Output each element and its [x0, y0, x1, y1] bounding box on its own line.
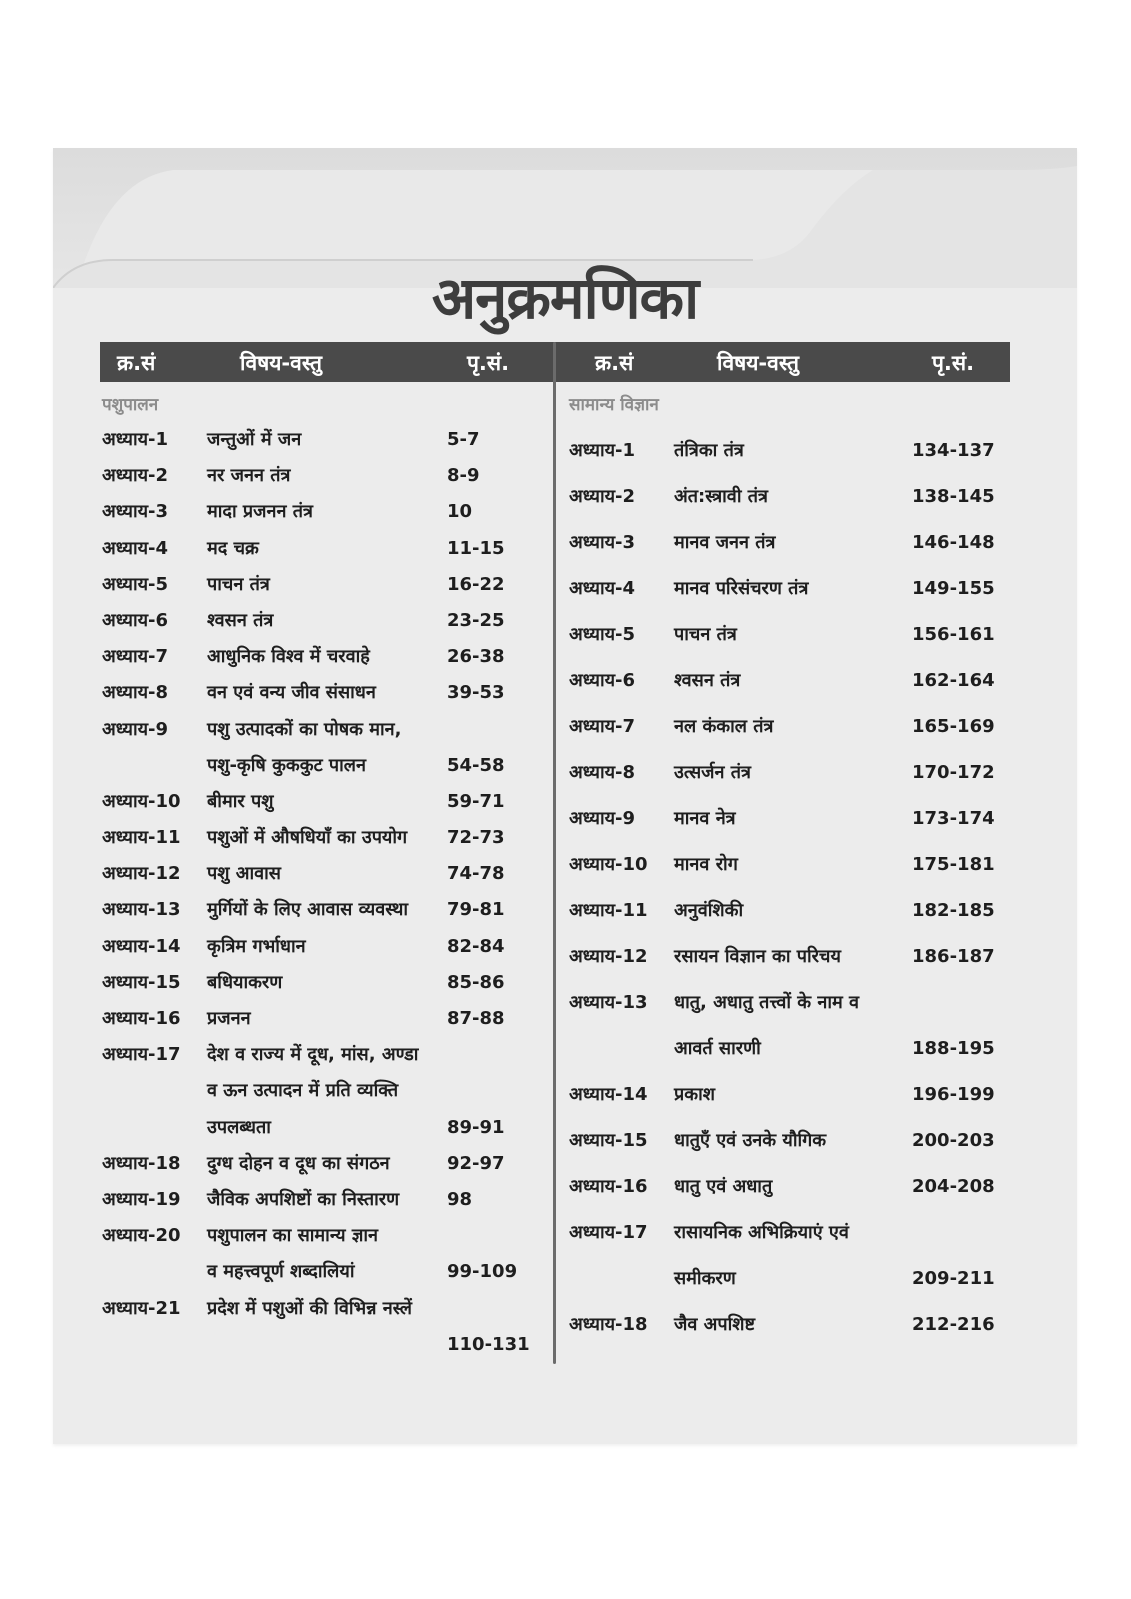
chapter-title: समीकरण: [674, 1268, 736, 1289]
page-range: 10: [447, 501, 473, 523]
page-range: 134-137: [912, 440, 995, 461]
page-range: 16-22: [447, 573, 505, 595]
page-range: 54-58: [447, 754, 505, 776]
chapter-title: उपलब्धता: [207, 1116, 271, 1138]
page-title: अनुक्रमणिका: [431, 264, 699, 332]
chapter-title: वन एवं वन्य जीव संसाधन: [207, 682, 376, 704]
chapter-title: पशु उत्पादकों का पोषक मान,: [207, 718, 402, 740]
toc-row: [567, 1302, 1022, 1348]
toc-row: [567, 796, 1022, 842]
header-page-left: पृ.सं.: [467, 351, 510, 375]
chapter-title: प्रदेश में पशुओं की विभिन्न नस्लें: [207, 1297, 412, 1319]
chapter-number: अध्याय-14: [569, 1084, 648, 1105]
chapter-title: बधियाकरण: [207, 971, 283, 993]
chapter-title: दुग्ध दोहन व दूध का संगठन: [207, 1152, 390, 1174]
page-range: 110-131: [447, 1333, 530, 1355]
chapter-title: रासायनिक अभिक्रियाएं एवं: [674, 1222, 849, 1243]
chapter-title: पाचन तंत्र: [674, 624, 737, 645]
page-range: 85-86: [447, 971, 505, 993]
toc-row: [567, 428, 1022, 474]
page-range: 175-181: [912, 854, 995, 875]
page-range: 149-155: [912, 578, 995, 599]
chapter-number: अध्याय-12: [102, 863, 181, 885]
chapter-number: अध्याय-12: [569, 946, 648, 967]
chapter-number: अध्याय-18: [569, 1314, 648, 1335]
chapter-number: अध्याय-5: [102, 573, 169, 595]
page-range: 59-71: [447, 790, 505, 812]
page-range: 196-199: [912, 1084, 995, 1105]
chapter-number: अध्याय-2: [569, 486, 636, 507]
chapter-number: अध्याय-6: [569, 670, 636, 691]
toc-row: [100, 856, 530, 892]
toc-row: [567, 1026, 1022, 1072]
chapter-title: रसायन विज्ञान का परिचय: [674, 946, 841, 967]
chapter-number: अध्याय-7: [569, 716, 636, 737]
chapter-title: जैव अपशिष्ट: [674, 1314, 756, 1335]
toc-row: [567, 520, 1022, 566]
chapter-title: अनुवंशिकी: [674, 900, 744, 921]
header-content-right: विषय-वस्तु: [717, 351, 799, 375]
chapter-title: उत्सर्जन तंत्र: [674, 762, 751, 783]
page-range: 156-161: [912, 624, 995, 645]
toc-row: [567, 1118, 1022, 1164]
chapter-number: अध्याय-11: [102, 827, 181, 849]
toc-row: [100, 820, 530, 856]
right-column: [567, 392, 1022, 1348]
chapter-title: कृत्रिम गर्भाधान: [207, 935, 306, 957]
chapter-number: अध्याय-16: [102, 1008, 181, 1029]
page-range: 39-53: [447, 682, 505, 704]
chapter-title: प्रकाश: [674, 1084, 715, 1105]
chapter-title: मानव परिसंचरण तंत्र: [674, 578, 809, 599]
section-label-pashupalan: पशुपालन: [102, 395, 159, 415]
chapter-title: आवर्त सारणी: [674, 1038, 761, 1059]
chapter-number: अध्याय-16: [569, 1176, 648, 1197]
chapter-number: अध्याय-1: [102, 429, 169, 450]
page-range: 204-208: [912, 1176, 995, 1197]
chapter-title: पाचन तंत्र: [207, 573, 270, 595]
toc-row: [567, 1210, 1022, 1256]
chapter-number: अध्याय-7: [102, 646, 169, 668]
toc-row: [100, 892, 530, 928]
chapter-number: अध्याय-17: [569, 1222, 648, 1243]
chapter-title: श्वसन तंत्र: [674, 670, 741, 691]
chapter-title: व महत्त्वपूर्ण शब्दालियां: [207, 1261, 355, 1283]
chapter-title: नर जनन तंत्र: [207, 465, 291, 487]
chapter-title: नल कंकाल तंत्र: [674, 716, 774, 737]
toc-row: [100, 1110, 530, 1146]
chapter-title: जैविक अपशिष्टों का निस्तारण: [207, 1188, 400, 1210]
toc-row: [567, 1164, 1022, 1210]
chapter-title: पशु आवास: [207, 863, 281, 885]
chapter-number: अध्याय-11: [569, 900, 648, 921]
page-range: 99-109: [447, 1261, 518, 1283]
page-range: 5-7: [447, 429, 480, 450]
page-range: 26-38: [447, 646, 505, 668]
page-range: 182-185: [912, 900, 995, 921]
chapter-number: अध्याय-10: [102, 790, 181, 812]
chapter-title: पशुओं में औषधियाँ का उपयोग: [207, 827, 408, 849]
chapter-number: अध्याय-4: [569, 578, 636, 599]
chapter-number: अध्याय-9: [569, 808, 636, 829]
left-column: [100, 392, 530, 1363]
toc-row: [567, 888, 1022, 934]
page-range: 170-172: [912, 762, 995, 783]
chapter-number: अध्याय-17: [102, 1044, 181, 1066]
page-range: 188-195: [912, 1038, 995, 1059]
toc-row: [100, 567, 530, 603]
chapter-title: व ऊन उत्पादन में प्रति व्यक्ति: [207, 1080, 399, 1102]
toc-row: [567, 1072, 1022, 1118]
toc-row: [100, 1291, 530, 1327]
page-range: 72-73: [447, 827, 505, 849]
toc-row: [100, 531, 530, 567]
page-range: 74-78: [447, 863, 505, 885]
chapter-title: श्वसन तंत्र: [207, 609, 274, 631]
chapter-title: आधुनिक विश्व में चरवाहे: [207, 646, 370, 668]
chapter-title: देश व राज्य में दूध, मांस, अण्डा: [207, 1044, 419, 1066]
toc-row: [100, 1073, 530, 1109]
toc-row: [567, 750, 1022, 796]
chapter-number: अध्याय-1: [569, 440, 636, 461]
chapter-number: अध्याय-21: [102, 1297, 181, 1319]
chapter-number: अध्याय-18: [102, 1152, 181, 1174]
toc-row: [567, 612, 1022, 658]
page-range: 186-187: [912, 946, 995, 967]
page-range: 87-88: [447, 1008, 505, 1029]
chapter-number: अध्याय-19: [102, 1188, 181, 1210]
toc-row: [100, 458, 530, 494]
toc-row: [100, 929, 530, 965]
chapter-number: अध्याय-2: [102, 465, 169, 487]
chapter-title: मद चक्र: [207, 537, 259, 559]
page-range: 146-148: [912, 532, 995, 553]
toc-row: [100, 1037, 530, 1073]
toc-row: [100, 712, 530, 748]
chapter-number: अध्याय-15: [569, 1130, 648, 1151]
toc-row: [100, 603, 530, 639]
toc-row: [100, 494, 530, 530]
toc-row: [100, 1182, 530, 1218]
chapter-number: अध्याय-3: [569, 532, 636, 553]
toc-row: [567, 842, 1022, 888]
chapter-number: अध्याय-20: [102, 1225, 181, 1247]
chapter-number: अध्याय-3: [102, 501, 169, 523]
chapter-title: पशु-कृषि कुककुट पालन: [207, 754, 366, 776]
chapter-title: मानव रोग: [674, 854, 738, 875]
page-range: 162-164: [912, 670, 995, 691]
page-range: 173-174: [912, 808, 995, 829]
toc-row: [567, 1256, 1022, 1302]
chapter-number: अध्याय-4: [102, 537, 169, 559]
page-range: 23-25: [447, 609, 505, 631]
chapter-number: अध्याय-8: [569, 762, 636, 783]
toc-row: [100, 675, 530, 711]
toc-row: [567, 980, 1022, 1026]
toc-row: [100, 965, 530, 1001]
toc-row: [567, 658, 1022, 704]
page-range: 89-91: [447, 1116, 505, 1138]
header-content-left: विषय-वस्तु: [240, 351, 322, 375]
page-range: 209-211: [912, 1268, 995, 1289]
toc-row: [567, 934, 1022, 980]
toc-row: [100, 784, 530, 820]
chapter-title: मानव नेत्र: [674, 808, 736, 829]
toc-row: [100, 422, 530, 458]
chapter-title: पशुपालन का सामान्य ज्ञान: [207, 1225, 379, 1247]
toc-row: [100, 639, 530, 675]
chapter-number: अध्याय-6: [102, 609, 169, 631]
toc-row: [100, 1001, 530, 1037]
column-divider: [553, 342, 556, 1364]
chapter-title: मानव जनन तंत्र: [674, 532, 776, 553]
page-range: 212-216: [912, 1314, 995, 1335]
page-range: 92-97: [447, 1152, 505, 1174]
chapter-number: अध्याय-15: [102, 971, 181, 993]
chapter-title: मुर्गियों के लिए आवास व्यवस्था: [207, 899, 409, 921]
chapter-title: तंत्रिका तंत्र: [674, 440, 744, 461]
section-label-samanya-vigyan: सामान्य विज्ञान: [569, 395, 659, 415]
chapter-title: धातुएँ एवं उनके यौगिक: [674, 1130, 827, 1151]
toc-row: [567, 566, 1022, 612]
chapter-title: बीमार पशु: [207, 790, 274, 812]
toc-row: [100, 748, 530, 784]
toc-row: [567, 704, 1022, 750]
toc-row: [100, 1327, 530, 1363]
page-range: 138-145: [912, 486, 995, 507]
chapter-title: धातु, अधातु तत्त्वों के नाम व: [674, 992, 860, 1013]
chapter-title: जन्तुओं में जन: [207, 429, 302, 450]
header-page-right: पृ.सं.: [932, 351, 975, 375]
chapter-number: अध्याय-10: [569, 854, 648, 875]
chapter-title: प्रजनन: [207, 1008, 251, 1029]
chapter-title: मादा प्रजनन तंत्र: [207, 501, 313, 523]
chapter-number: अध्याय-8: [102, 682, 169, 704]
chapter-number: अध्याय-13: [102, 899, 181, 921]
page-range: 11-15: [447, 537, 505, 559]
toc-row: [567, 474, 1022, 520]
chapter-title: अंत:स्त्रावी तंत्र: [674, 486, 768, 507]
chapter-number: अध्याय-5: [569, 624, 636, 645]
header-serial-right: क्र.सं: [595, 351, 634, 375]
chapter-number: अध्याय-9: [102, 718, 169, 740]
chapter-number: अध्याय-14: [102, 935, 181, 957]
toc-row: [100, 1254, 530, 1290]
page-range: 82-84: [447, 935, 505, 957]
page-range: 79-81: [447, 899, 505, 921]
page-range: 165-169: [912, 716, 995, 737]
page-range: 200-203: [912, 1130, 995, 1151]
page-range: 8-9: [447, 465, 480, 487]
header-serial-left: क्र.सं: [117, 351, 156, 375]
chapter-title: धातु एवं अधातु: [674, 1176, 773, 1197]
toc-row: [100, 1146, 530, 1182]
chapter-number: अध्याय-13: [569, 992, 648, 1013]
toc-row: [100, 1218, 530, 1254]
page-range: 98: [447, 1188, 473, 1210]
